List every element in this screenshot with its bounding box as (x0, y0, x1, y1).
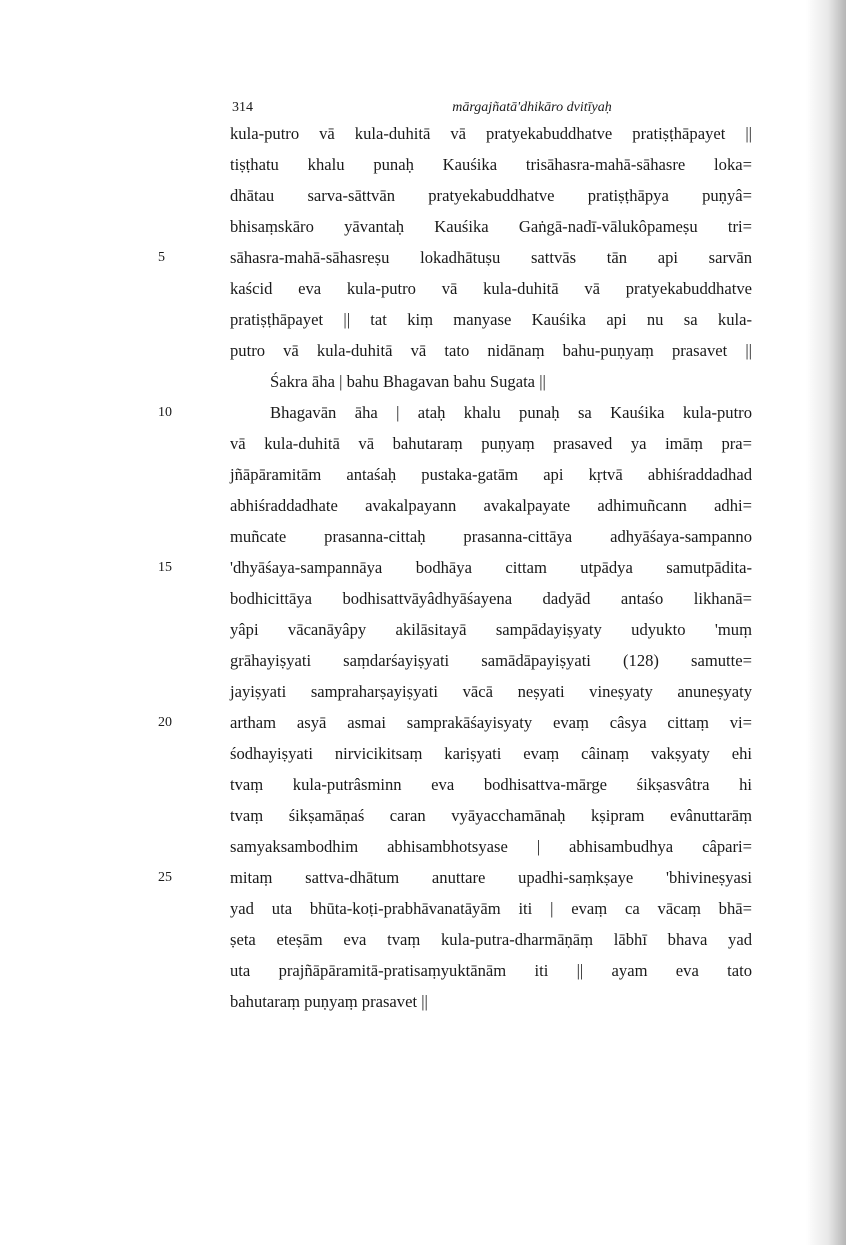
text-line-14: muñcate prasanna-cittaḥ prasanna-cittāya adhyāśaya-sampanno (230, 527, 752, 546)
text-line-11: vā kula-duhitā vā bahutaraṃ puṇyaṃ prasaved ya imāṃ pra= (230, 434, 752, 453)
text-line-9: Śakra āha | bahu Bhagavan bahu Sugata || (270, 372, 546, 391)
text-line-27: ṣeta eteṣām eva tvaṃ kula-putra-dharmāṇāṃ lābhī bhava yad (230, 930, 752, 949)
text-line-13: abhiśraddadhate avakalpayann avakalpayate adhimuñcann adhi= (230, 496, 752, 515)
line-number-5: 5 (158, 250, 165, 265)
text-line-26: yad uta bhūta-koṭi-prabhāvanatāyām iti | evaṃ ca vācaṃ bhā= (230, 899, 752, 918)
text-line-25: mitaṃ sattva-dhātum anuttare upadhi-saṃkṣaye 'bhivineṣyasi (230, 868, 752, 887)
body-text (230, 118, 752, 1017)
text-line-6: kaścid eva kula-putro vā kula-duhitā vā pratyekabuddhatve (230, 279, 752, 298)
text-line-16: bodhicittāya bodhisattvāyâdhyāśayena dadyād antaśo likhanā= (230, 589, 752, 608)
text-line-20: artham asyā asmai samprakāśayisyaty evaṃ câsya cittaṃ vi= (230, 713, 752, 732)
running-head: mārgajñatā'dhikāro dvitīyaḥ (452, 100, 612, 115)
text-line-12: jñāpāramitām antaśaḥ pustaka-gatām api kṛtvā abhiśraddadhad (230, 465, 752, 484)
line-number-25: 25 (158, 870, 172, 885)
text-line-5: sāhasra-mahā-sāhasreṣu lokadhātuṣu sattvās tān api sarvān (230, 248, 752, 267)
text-line-8: putro vā kula-duhitā vā tato nidānaṃ bahu-puṇyaṃ prasavet || (230, 341, 752, 360)
text-line-3: dhātau sarva-sāttvān pratyekabuddhatve pratiṣṭhāpya puṇyâ= (230, 186, 752, 205)
text-line-22: tvaṃ kula-putrâsminn eva bodhisattva-mārge śikṣasvâtra hi (230, 775, 752, 794)
text-line-1: kula-putro vā kula-duhitā vā pratyekabuddhatve pratiṣṭhāpayet || (230, 124, 752, 143)
text-line-18: grāhayiṣyati saṃdarśayiṣyati samādāpayiṣyati (128) samutte= (230, 651, 752, 670)
text-line-28: uta prajñāpāramitā-pratisaṃyuktānām iti || ayam eva tato (230, 961, 752, 980)
text-line-15: 'dhyāśaya-sampannāya bodhāya cittam utpādya samutpādita- (230, 558, 752, 577)
text-line-10: Bhagavān āha | ataḥ khalu punaḥ sa Kauśika kula-putro (270, 403, 752, 422)
line-number-15: 15 (158, 560, 172, 575)
text-line-2: tiṣṭhatu khalu punaḥ Kauśika trisāhasra-mahā-sāhasre loka= (230, 155, 752, 174)
text-line-24: samyaksambodhim abhisambhotsyase | abhisambudhya câpari= (230, 837, 752, 856)
text-line-4: bhisaṃskāro yāvantaḥ Kauśika Gaṅgā-nadī-vālukôpameṣu tri= (230, 217, 752, 236)
page-number: 314 (232, 100, 253, 115)
text-line-21: śodhayiṣyati nirvicikitsaṃ kariṣyati evaṃ câinaṃ vakṣyaty ehi (230, 744, 752, 763)
text-line-19: jayiṣyati sampraharṣayiṣyati vācā neṣyati vineṣyaty anuneṣyaty (230, 682, 752, 701)
text-line-23: tvaṃ śikṣamāṇaś caran vyāyacchamānaḥ kṣipram evânuttarāṃ (230, 806, 752, 825)
line-number-10: 10 (158, 405, 172, 420)
text-line-17: yâpi vācanāyâpy akilāsitayā sampādayiṣyaty udyukto 'muṃ (230, 620, 752, 639)
line-number-20: 20 (158, 715, 172, 730)
text-line-29: bahutaraṃ puṇyaṃ prasavet || (230, 992, 428, 1011)
page-edge-shadow (806, 0, 846, 1245)
text-line-7: pratiṣṭhāpayet || tat kiṃ manyase Kauśika api nu sa kula- (230, 310, 752, 329)
